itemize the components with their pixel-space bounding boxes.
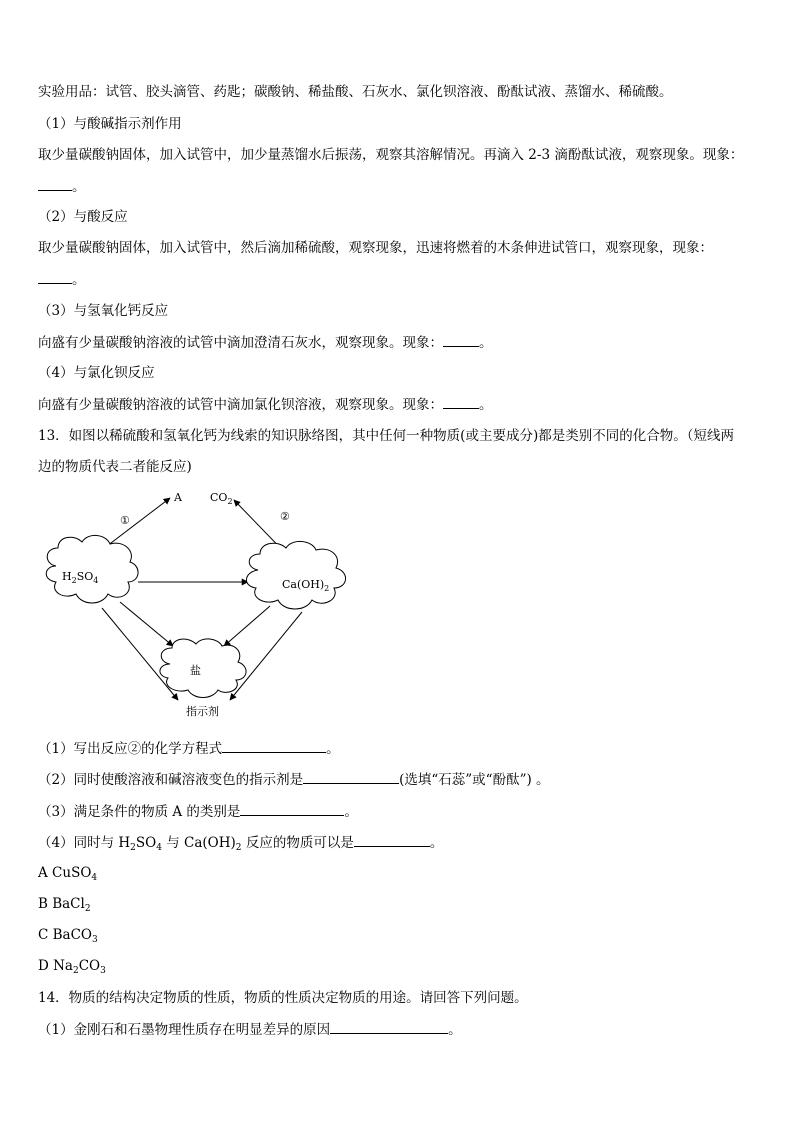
materials-line: 实验用品：试管、胶头滴管、药匙；碳酸钠、稀盐酸、石灰水、氯化钡溶液、酚酞试液、蒸馏水、稀硫酸。 xyxy=(38,84,673,100)
answer-blank[interactable] xyxy=(38,178,72,191)
q14-sub1-prompt: （1）金刚石和石墨物理性质存在明显差异的原因 xyxy=(38,1022,331,1038)
q13-stem-line2: 边的物质代表二者能反应) xyxy=(38,459,192,475)
label-co2: $CO_2$ xyxy=(210,491,233,506)
q13-sub4 xyxy=(38,834,443,851)
option-d-label: D Na xyxy=(38,958,73,974)
option-a-label: A CuSO xyxy=(38,865,92,881)
part1-title: （1）与酸碱指示剂作用 xyxy=(38,116,182,132)
option-d-tail: CO xyxy=(78,958,101,974)
option-a[interactable] xyxy=(38,865,97,881)
salt-cloud xyxy=(160,639,246,698)
period: 。 xyxy=(448,1022,462,1038)
label-h2so4: $H_2SO_4$ xyxy=(62,570,99,585)
answer-blank[interactable] xyxy=(303,771,399,784)
caoh2-cloud xyxy=(246,541,345,609)
part1-answer-line xyxy=(38,178,86,195)
q13-sub1-prompt: （1）写出反应②的化学方程式 xyxy=(38,741,223,757)
answer-blank[interactable] xyxy=(330,1021,448,1034)
period: 。 xyxy=(344,804,358,820)
option-d-sub: 2 xyxy=(72,966,79,976)
q13-sub3 xyxy=(38,803,358,820)
part4-text xyxy=(38,396,493,413)
answer-blank[interactable] xyxy=(354,834,430,847)
period: 。 xyxy=(72,179,86,195)
label-reaction-2: ② xyxy=(280,510,290,523)
part3-prompt: 向盛有少量碳酸钠溶液的试管中滴加澄清石灰水，观察现象。现象： xyxy=(38,335,443,351)
q13-sub1 xyxy=(38,740,340,757)
knowledge-map-diagram xyxy=(38,484,358,720)
option-b-label: B BaCl xyxy=(38,896,85,912)
q13-sub4-prompt: （4）同时与 $H_2SO_4$ 与 $Ca(OH)_2$ 反应的物质可以是 xyxy=(38,835,354,853)
q13-sub2 xyxy=(38,771,550,788)
q13-sub2-tail: (选填“石蕊”或“酚酞”) 。 xyxy=(399,772,550,788)
option-a-sub: 4 xyxy=(91,873,98,883)
option-d-sub2: 3 xyxy=(100,966,106,976)
q13-stem-line1: 13．如图以稀硫酸和氢氧化钙为线索的知识脉络图，其中任何一种物质(或主要成分)都是类别不同的化合物。（短线两 xyxy=(38,428,734,444)
option-c[interactable] xyxy=(38,927,98,943)
part4-title: （4）与氯化钡反应 xyxy=(38,365,155,381)
part2-answer-line xyxy=(38,271,86,288)
answer-blank[interactable] xyxy=(38,271,72,284)
q14-sub1 xyxy=(38,1021,462,1038)
period: 。 xyxy=(72,272,86,288)
label-indicator: 指示剂 xyxy=(186,705,219,718)
label-caoh2: $Ca(OH)_2$ xyxy=(282,578,330,593)
option-c-sub: 3 xyxy=(92,935,98,945)
part3-text xyxy=(38,334,493,351)
answer-blank[interactable] xyxy=(240,803,344,816)
option-b-sub: 2 xyxy=(84,904,91,914)
answer-blank[interactable] xyxy=(443,334,479,347)
part4-prompt: 向盛有少量碳酸钠溶液的试管中滴加氯化钡溶液，观察现象。现象： xyxy=(38,397,443,413)
part1-text: 取少量碳酸钠固体，加入试管中，加少量蒸馏水后振荡，观察其溶解情况。再滴入 2-3 滴酚酞试液，观察现象。现象： xyxy=(38,147,744,163)
option-d[interactable] xyxy=(38,958,106,974)
option-b[interactable] xyxy=(38,896,91,912)
answer-blank[interactable] xyxy=(443,396,479,409)
label-salt: 盐 xyxy=(190,664,201,677)
period: 。 xyxy=(326,741,340,757)
q14-stem: 14．物质的结构决定物质的性质，物质的性质决定物质的用途。请回答下列问题。 xyxy=(38,990,528,1006)
arrow-caoh2-to-salt xyxy=(224,606,270,646)
part2-title: （2）与酸反应 xyxy=(38,209,128,225)
label-reaction-1: ① xyxy=(120,514,130,527)
arrow-caoh2-to-indicator xyxy=(230,612,302,700)
period: 。 xyxy=(479,335,493,351)
period: 。 xyxy=(429,835,444,851)
answer-blank[interactable] xyxy=(222,740,326,753)
period: 。 xyxy=(479,397,493,413)
part2-text: 取少量碳酸钠固体，加入试管中，然后滴加稀硫酸，观察现象，迅速将燃着的木条伸进试管口，观察现象，现象： xyxy=(38,240,713,256)
q13-sub2-prompt: （2）同时使酸溶液和碱溶液变色的指示剂是 xyxy=(38,772,304,788)
part3-title: （3）与氢氧化钙反应 xyxy=(38,303,169,319)
label-a: A xyxy=(174,491,182,504)
option-c-label: C BaCO xyxy=(38,927,92,943)
q13-sub3-prompt: （3）满足条件的物质 A 的类别是 xyxy=(38,804,241,820)
